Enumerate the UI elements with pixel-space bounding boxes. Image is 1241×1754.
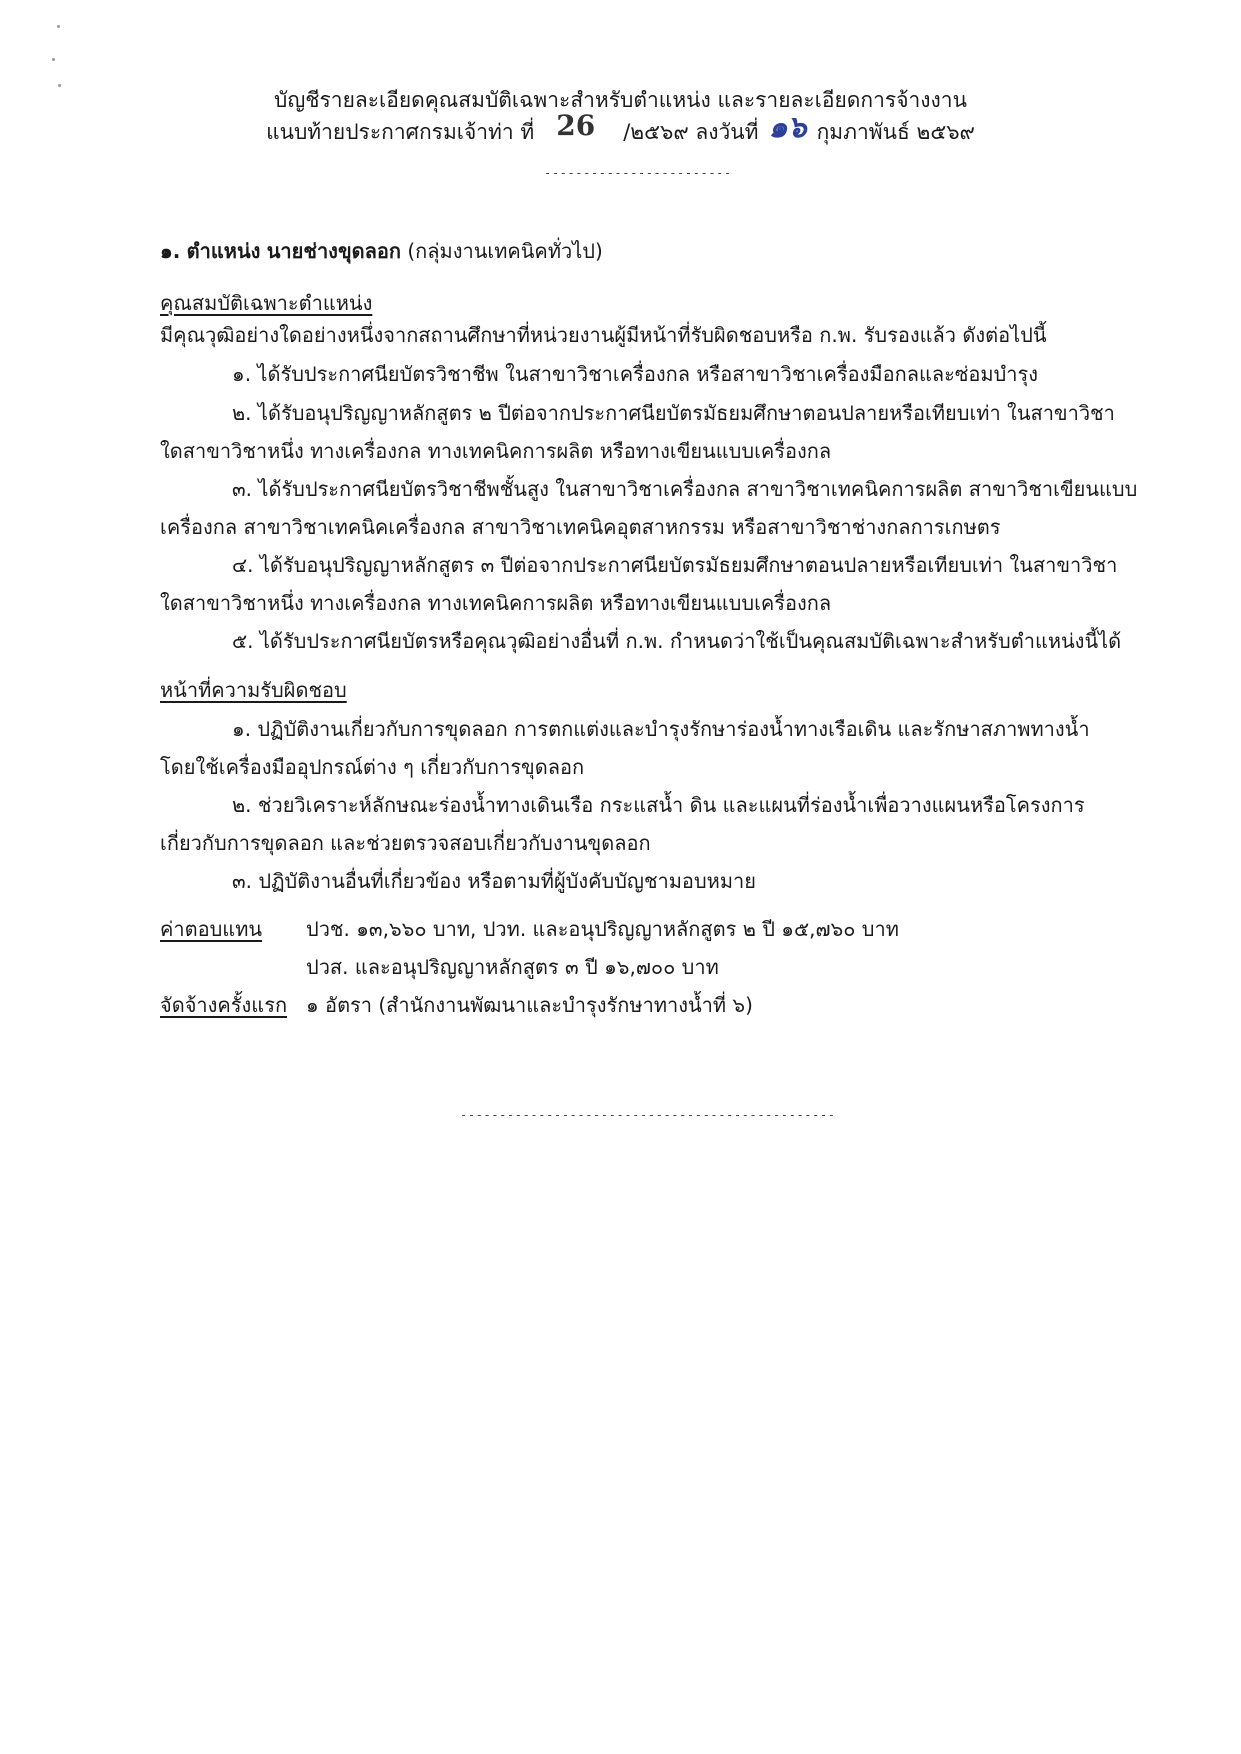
position-title: นายช่างขุดลอก bbox=[266, 239, 401, 263]
qualifications-intro: มีคุณวุฒิอย่างใดอย่างหนึ่งจากสถานศึกษาที่หน่วยงานผู้มีหน้าที่รับผิดชอบหรือ ก.พ. รับรองแล้ว ดังต่อไปนี้ bbox=[160, 323, 1047, 347]
header-reference-prefix: แนบท้ายประกาศกรมเจ้าท่า ที่ bbox=[266, 120, 535, 144]
footer-separator: ------------------------------------------------ bbox=[460, 1108, 836, 1122]
position-label: ตำแหน่ง bbox=[186, 239, 261, 263]
header-reference bbox=[0, 109, 1241, 148]
compensation-line: ปวส. และอนุปริญญาหลักสูตร ๓ ปี ๑๖,๗๐๐ บาท bbox=[306, 955, 719, 979]
qualification-item: ๔. ได้รับอนุปริญญาหลักสูตร ๓ ปีต่อจากประกาศนียบัตรมัธยมศึกษาตอนปลายหรือเทียบเท่า ในสาขาวิชา bbox=[232, 553, 1118, 577]
document-number: 26 bbox=[556, 109, 596, 142]
compensation-label: ค่าตอบแทน bbox=[160, 917, 263, 941]
duty-item: ๓. ปฏิบัติงานอื่นที่เกี่ยวข้อง หรือตามที่ผู้บังคับบัญชามอบหมาย bbox=[232, 869, 756, 893]
duty-item: ๒. ช่วยวิเคราะห์ลักษณะร่องน้ำทางเดินเรือ กระแสน้ำ ดิน และแผนที่ร่องน้ำเพื่อวางแผนหรือโครงการ bbox=[232, 793, 1085, 817]
qualification-item-continued: เครื่องกล สาขาวิชาเทคนิคเครื่องกล สาขาวิชาเทคนิคอุตสาหกรรม หรือสาขาวิชาช่างกลการเกษตร bbox=[160, 515, 1001, 539]
header-reference-date: กุมภาพันธ์ ๒๕๖๙ bbox=[816, 120, 975, 144]
scan-speck bbox=[52, 58, 55, 61]
duty-item-continued: เกี่ยวกับการขุดลอก และช่วยตรวจสอบเกี่ยวกับงานขุดลอก bbox=[160, 831, 651, 855]
qualification-item: ๒. ได้รับอนุปริญญาหลักสูตร ๒ ปีต่อจากประกาศนียบัตรมัธยมศึกษาตอนปลายหรือเทียบเท่า ในสาขาวิชา bbox=[232, 401, 1115, 425]
qualification-item: ๕. ได้รับประกาศนียบัตรหรือคุณวุฒิอย่างอื่นที่ ก.พ. กำหนดว่าใช้เป็นคุณสมบัติเฉพาะสำหรับตำแหน่งนี้ได้ bbox=[232, 629, 1122, 653]
hiring-label: จัดจ้างครั้งแรก bbox=[160, 993, 288, 1017]
compensation-line: ปวช. ๑๓,๖๖๐ บาท, ปวท. และอนุปริญญาหลักสูตร ๒ ปี ๑๕,๗๖๐ บาท bbox=[306, 917, 899, 941]
hiring-value: ๑ อัตรา (สำนักงานพัฒนาและบำรุงรักษาทางน้ำที่ ๖) bbox=[306, 993, 753, 1017]
qualification-item: ๓. ได้รับประกาศนียบัตรวิชาชีพชั้นสูง ในสาขาวิชาเครื่องกล สาขาวิชาเทคนิคการผลิต สาขาวิชาเขียนแบบ bbox=[232, 477, 1138, 501]
scan-speck bbox=[57, 25, 60, 28]
position-number: ๑. bbox=[160, 239, 181, 263]
qualification-item-continued: ใดสาขาวิชาหนึ่ง ทางเครื่องกล ทางเทคนิคการผลิต หรือทางเขียนแบบเครื่องกล bbox=[160, 591, 832, 615]
position-group: (กลุ่มงานเทคนิคทั่วไป) bbox=[407, 239, 603, 263]
position-heading bbox=[160, 236, 603, 266]
header-title: บัญชีรายละเอียดคุณสมบัติเฉพาะสำหรับตำแหน่ง และรายละเอียดการจ้างงาน bbox=[274, 88, 967, 112]
duty-item: ๑. ปฏิบัติงานเกี่ยวกับการขุดลอก การตกแต่งและบำรุงรักษาร่องน้ำทางเรือเดิน และรักษาสภาพทางน้ำ bbox=[232, 717, 1090, 741]
qualification-item-continued: ใดสาขาวิชาหนึ่ง ทางเครื่องกล ทางเทคนิคการผลิต หรือทางเขียนแบบเครื่องกล bbox=[160, 439, 832, 463]
qualification-item: ๑. ได้รับประกาศนียบัตรวิชาชีพ ในสาขาวิชาเครื่องกล หรือสาขาวิชาเครื่องมือกลและซ่อมบำรุง bbox=[232, 362, 1039, 386]
handwritten-day: ๑๖ bbox=[768, 110, 807, 145]
duties-heading: หน้าที่ความรับผิดชอบ bbox=[160, 678, 347, 702]
qualifications-heading: คุณสมบัติเฉพาะตำแหน่ง bbox=[160, 291, 373, 315]
duty-item-continued: โดยใช้เครื่องมืออุปกรณ์ต่าง ๆ เกี่ยวกับการขุดลอก bbox=[160, 755, 585, 779]
header-separator: ------------------------ bbox=[544, 166, 732, 180]
header-reference-year: /๒๕๖๙ ลงวันที่ bbox=[623, 120, 759, 144]
